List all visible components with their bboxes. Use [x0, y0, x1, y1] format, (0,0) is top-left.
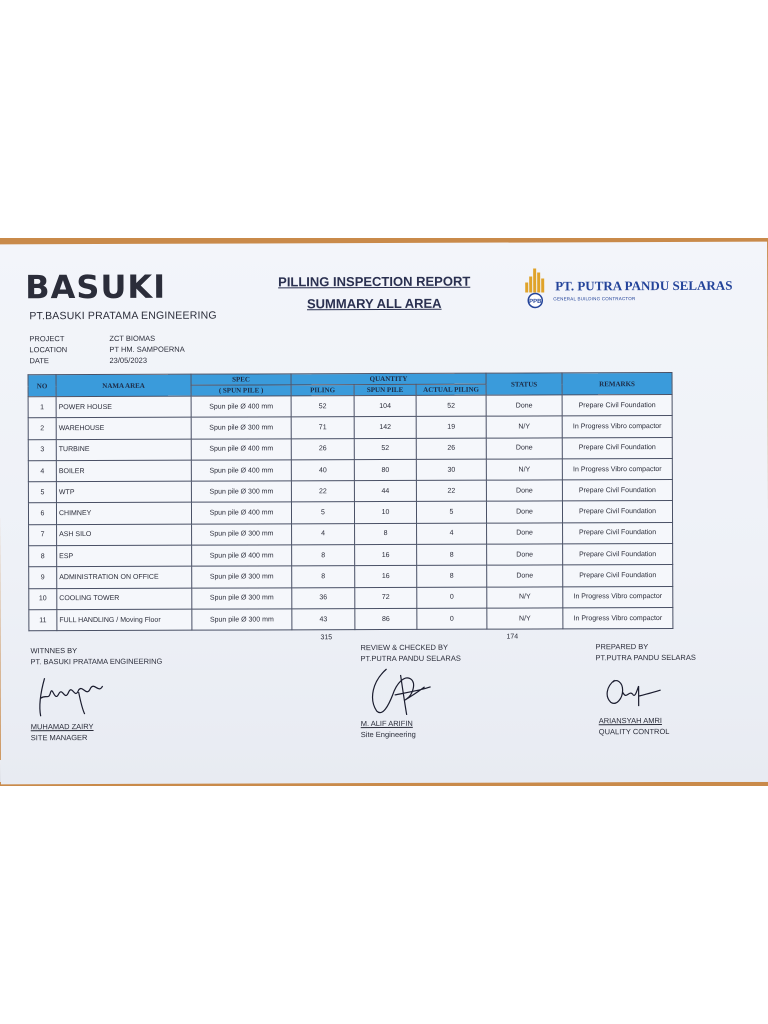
row-spec: Spun pile Ø 300 mm [192, 566, 292, 588]
row-area: POWER HOUSE [56, 396, 191, 418]
row-piling: 22 [291, 481, 354, 503]
witness-signature [35, 672, 110, 720]
row-spec: Spun pile Ø 400 mm [191, 460, 291, 482]
report-title [269, 271, 479, 316]
inspection-table [28, 372, 674, 632]
row-area: ASH SILO [57, 524, 192, 546]
row-remarks: In Progress Vibro compactor [562, 458, 672, 480]
row-status: Done [486, 480, 562, 502]
table-row [28, 416, 672, 440]
row-spec: Spun pile Ø 300 mm [191, 481, 291, 503]
row-piling: 52 [291, 396, 354, 418]
row-area: FULL HANDLING / Moving Floor [57, 609, 192, 631]
location-label: LOCATION [29, 345, 68, 355]
row-piling: 36 [292, 587, 355, 609]
row-remarks: Prepare Civil Foundation [563, 565, 673, 587]
table-row [29, 544, 673, 568]
row-status: N/Y [487, 587, 563, 609]
row-spun: 10 [354, 502, 416, 524]
row-remarks: In Progress Vibro compactor [562, 416, 672, 438]
reviewer-signer [361, 718, 416, 740]
reviewer-role: REVIEW & CHECKED BY [360, 642, 449, 653]
row-spun: 52 [354, 438, 416, 460]
witness-role: WITNNES BY [30, 646, 78, 656]
row-piling: 8 [292, 545, 355, 567]
row-piling: 4 [292, 523, 355, 545]
row-piling: 71 [291, 417, 354, 439]
row-remarks: Prepare Civil Foundation [562, 394, 672, 416]
row-remarks: In Progress Vibro compactor [563, 607, 673, 629]
project-value: ZCT BIOMAS [109, 333, 156, 343]
row-area: WAREHOUSE [56, 417, 191, 439]
row-piling: 40 [291, 459, 354, 481]
table-row [28, 437, 672, 461]
reviewer-company: PT.PUTRA PANDU SELARAS [360, 653, 461, 664]
reviewer-block [360, 642, 460, 664]
row-spec: Spun pile Ø 400 mm [191, 502, 291, 524]
preparer-title: QUALITY CONTROL [598, 727, 670, 737]
row-actual: 0 [417, 608, 487, 630]
row-spec: Spun pile Ø 400 mm [191, 438, 291, 460]
row-spun: 86 [355, 608, 417, 630]
row-no: 3 [28, 439, 56, 460]
row-actual: 30 [416, 459, 486, 481]
row-spec: Spun pile Ø 300 mm [191, 417, 291, 439]
preparer-signature [599, 672, 664, 712]
row-no: 10 [29, 588, 57, 609]
header-no: NO [28, 375, 56, 397]
row-status: Done [487, 565, 563, 587]
table-row [28, 501, 672, 525]
preparer-signer [599, 715, 670, 737]
witness-signer [31, 721, 94, 743]
row-no: 7 [29, 524, 57, 545]
basuki-logo: BASUKI [25, 267, 167, 307]
row-no: 4 [28, 461, 56, 482]
row-remarks: Prepare Civil Foundation [563, 544, 673, 566]
row-status: Done [486, 395, 562, 417]
row-spun: 16 [355, 544, 417, 566]
row-spec: Spun pile Ø 300 mm [192, 587, 292, 609]
row-spun: 80 [354, 459, 416, 481]
row-spun: 104 [354, 395, 416, 417]
preparer-role: PREPARED BY [595, 642, 649, 652]
table-row [28, 458, 672, 482]
contractor-tagline: GENERAL BUILDING CONTRACTOR [553, 296, 636, 302]
row-piling: 26 [291, 438, 354, 460]
basuki-subtitle: PT.BASUKI PRATAMA ENGINEERING [29, 309, 217, 323]
header-piling: PILING [291, 385, 354, 396]
row-spun: 8 [355, 523, 417, 545]
table-row [28, 394, 672, 418]
header-spun-pile: SPUN PILE [354, 384, 416, 395]
row-spun: 16 [355, 566, 417, 588]
table-row [29, 607, 673, 631]
row-remarks: Prepare Civil Foundation [563, 522, 673, 544]
table-row [29, 565, 673, 589]
row-actual: 0 [417, 587, 487, 609]
row-actual: 5 [416, 502, 486, 524]
row-area: BOILER [56, 460, 191, 482]
row-actual: 8 [417, 544, 487, 566]
row-area: CHIMNEY [56, 503, 191, 525]
row-no: 9 [29, 567, 57, 588]
row-no: 5 [28, 482, 56, 503]
row-area: ESP [57, 545, 192, 567]
row-piling: 5 [291, 502, 354, 524]
row-piling: 43 [292, 609, 355, 631]
header-status: STATUS [486, 373, 562, 395]
report-title-line2: SUMMARY ALL AREA [306, 295, 442, 312]
row-actual: 26 [416, 438, 486, 460]
header-area: NAMA AREA [56, 374, 191, 396]
project-label: PROJECT [29, 334, 65, 344]
row-no: 11 [29, 610, 57, 631]
witness-title: SITE MANAGER [30, 733, 88, 743]
row-actual: 22 [416, 480, 486, 502]
row-area: COOLING TOWER [57, 588, 192, 610]
table-row [28, 480, 672, 504]
preparer-block [595, 641, 695, 663]
reviewer-signature [365, 665, 435, 720]
reviewer-title: Site Engineering [360, 729, 416, 740]
date-value: 23/05/2023 [109, 355, 148, 365]
row-status: Done [486, 501, 562, 523]
witness-name: MUHAMAD ZAIRY [30, 722, 94, 732]
row-status: N/Y [486, 459, 562, 481]
row-actual: 19 [416, 416, 486, 438]
row-spec: Spun pile Ø 400 mm [191, 396, 291, 418]
preparer-company: PT.PUTRA PANDU SELARAS [595, 652, 696, 663]
row-actual: 52 [416, 395, 486, 417]
row-remarks: Prepare Civil Foundation [562, 501, 672, 523]
table-row [29, 522, 673, 546]
header-actual-piling: ACTUAL PILING [416, 384, 486, 395]
preparer-name: ARIANSYAH AMRI [598, 716, 662, 726]
row-spun: 142 [354, 417, 416, 439]
header-spec-sub: ( SPUN PILE ) [191, 385, 291, 396]
total-actual-piling: 174 [506, 633, 519, 641]
row-no: 1 [28, 397, 56, 418]
header-spec: SPEC [191, 374, 291, 385]
ppb-building-logo-icon [519, 266, 553, 318]
header-quantity: QUANTITY [291, 373, 486, 385]
row-actual: 4 [417, 523, 487, 545]
row-status: N/Y [486, 416, 562, 438]
row-remarks: In Progress Vibro compactor [563, 586, 673, 608]
photo-background-bottom [0, 786, 768, 1024]
row-spec: Spun pile Ø 400 mm [192, 545, 292, 567]
date-label: DATE [29, 356, 49, 366]
witness-block [30, 645, 162, 667]
row-spec: Spun pile Ø 300 mm [192, 524, 292, 546]
report-sheet [0, 242, 768, 785]
row-piling: 8 [292, 566, 355, 588]
row-no: 2 [28, 418, 56, 439]
row-status: Done [487, 523, 563, 545]
photo-background-top [0, 0, 768, 240]
report-title-line1: PILLING INSPECTION REPORT [278, 273, 471, 290]
row-status: N/Y [487, 608, 563, 630]
row-remarks: Prepare Civil Foundation [562, 437, 672, 459]
row-area: TURBINE [56, 439, 191, 461]
header-remarks: REMARKS [562, 372, 672, 394]
witness-company: PT. BASUKI PRATAMA ENGINEERING [30, 656, 163, 667]
location-value: PT HM. SAMPOERNA [109, 344, 185, 354]
row-area: ADMINISTRATION ON OFFICE [57, 567, 192, 589]
row-area: WTP [56, 481, 191, 503]
row-no: 6 [28, 503, 56, 524]
total-piling: 315 [320, 634, 333, 642]
row-remarks: Prepare Civil Foundation [562, 480, 672, 502]
row-status: Done [486, 437, 562, 459]
row-spec: Spun pile Ø 300 mm [192, 609, 292, 631]
table-row [29, 586, 673, 610]
contractor-name: PT. PUTRA PANDU SELARAS [555, 277, 733, 294]
row-spun: 44 [354, 481, 416, 503]
row-actual: 8 [417, 566, 487, 588]
reviewer-name: M. ALIF ARIFIN [360, 718, 413, 729]
row-no: 8 [29, 546, 57, 567]
row-spun: 72 [355, 587, 417, 609]
ppb-logo-text: PPB [529, 298, 542, 305]
row-status: Done [487, 544, 563, 566]
